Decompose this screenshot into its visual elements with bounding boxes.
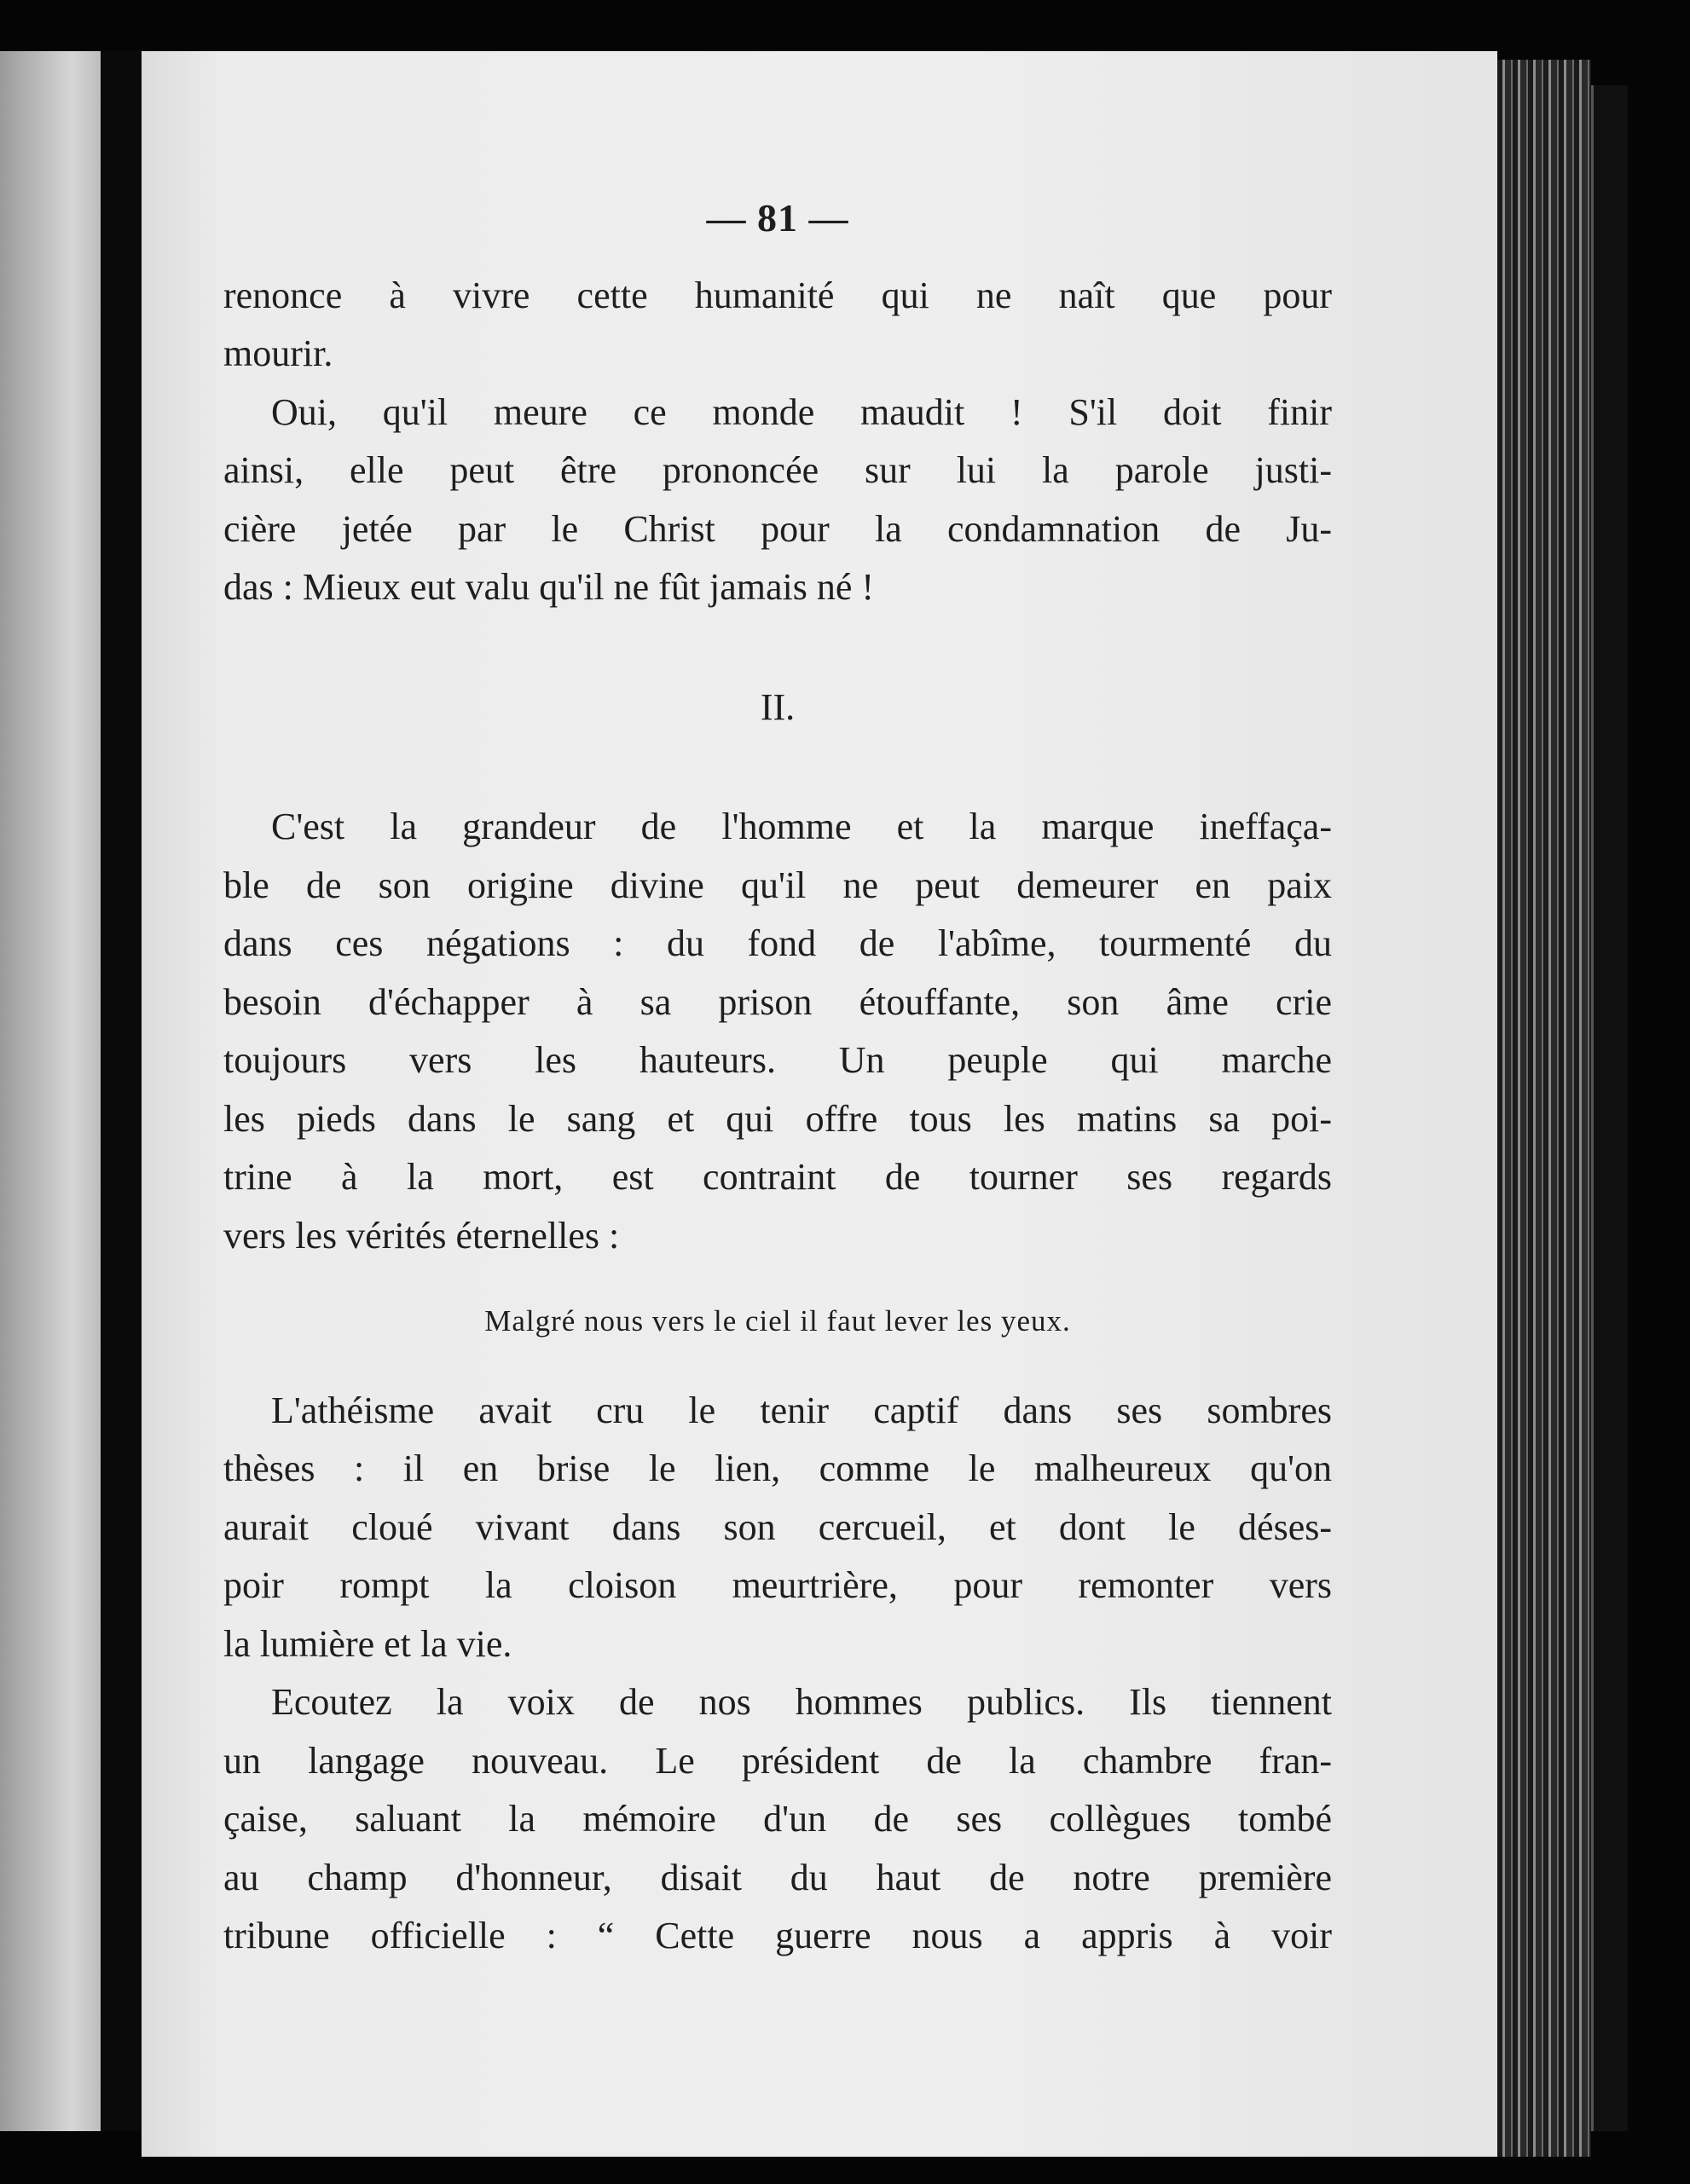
text-line: thèses : il en brise le lien, comme le malheureux qu'on <box>223 1447 1332 1489</box>
text-line: poir rompt la cloison meurtrière, pour remonter vers <box>223 1564 1332 1606</box>
text-line: Ecoutez la voix de nos hommes publics. Ils tiennent <box>271 1681 1332 1723</box>
facing-page-edge <box>0 51 102 2131</box>
text-line: vers les vérités éternelles : <box>223 1214 620 1257</box>
book-gutter <box>101 51 142 2131</box>
text-line: les pieds dans le sang et qui offre tous les matins sa poi- <box>223 1097 1332 1140</box>
text-line: besoin d'échapper à sa prison étouffante, son âme crie <box>223 980 1332 1023</box>
text-line: ble de son origine divine qu'il ne peut demeurer en paix <box>223 864 1332 906</box>
paragraph <box>223 798 1332 1265</box>
text-line: Oui, qu'il meure ce monde maudit ! S'il doit finir <box>271 390 1332 433</box>
section-heading: II. <box>760 685 796 728</box>
text-line: toujours vers les hauteurs. Un peuple qui marche <box>223 1039 1332 1081</box>
paragraph <box>223 1382 1332 1674</box>
text-line: trine à la mort, est contraint de tourner ses regards <box>223 1156 1332 1198</box>
text-line: dans ces négations : du fond de l'abîme, tourmenté du <box>223 922 1332 964</box>
paragraph <box>223 384 1332 617</box>
text-line: L'athéisme avait cru le tenir captif dans ses sombres <box>271 1389 1332 1431</box>
text-line: au champ d'honneur, disait du haut de notre première <box>223 1856 1332 1898</box>
page-edges-stack <box>1497 60 1591 2157</box>
paragraph-continuation <box>223 267 1332 384</box>
page-number: — 81 — <box>706 196 849 240</box>
text-line: renonce à vivre cette humanité qui ne naît que pour <box>223 274 1332 316</box>
text-line: mourir. <box>223 332 333 374</box>
text-line: çaise, saluant la mémoire d'un de ses collègues tombé <box>223 1798 1332 1840</box>
text-line: ainsi, elle peut être prononcée sur lui la parole justi- <box>223 449 1332 491</box>
text-line: aurait cloué vivant dans son cercueil, et dont le déses- <box>223 1505 1332 1548</box>
paragraph <box>223 1673 1332 1966</box>
page-text-block <box>223 189 1332 1966</box>
text-line: tribune officielle : “ Cette guerre nous a appris à voir <box>223 1915 1332 1956</box>
text-line: un langage nouveau. Le président de la chambre fran- <box>223 1739 1332 1782</box>
text-line: C'est la grandeur de l'homme et la marque ineffaça- <box>271 806 1332 847</box>
quoted-verse: Malgré nous vers le ciel il faut lever les yeux. <box>484 1304 1071 1338</box>
text-line: das : Mieux eut valu qu'il ne fût jamais né ! <box>223 566 875 608</box>
text-line: la lumière et la vie. <box>223 1622 512 1665</box>
book-cover-edge <box>1591 85 1628 2131</box>
text-line: cière jetée par le Christ pour la condamnation de Ju- <box>223 507 1332 550</box>
